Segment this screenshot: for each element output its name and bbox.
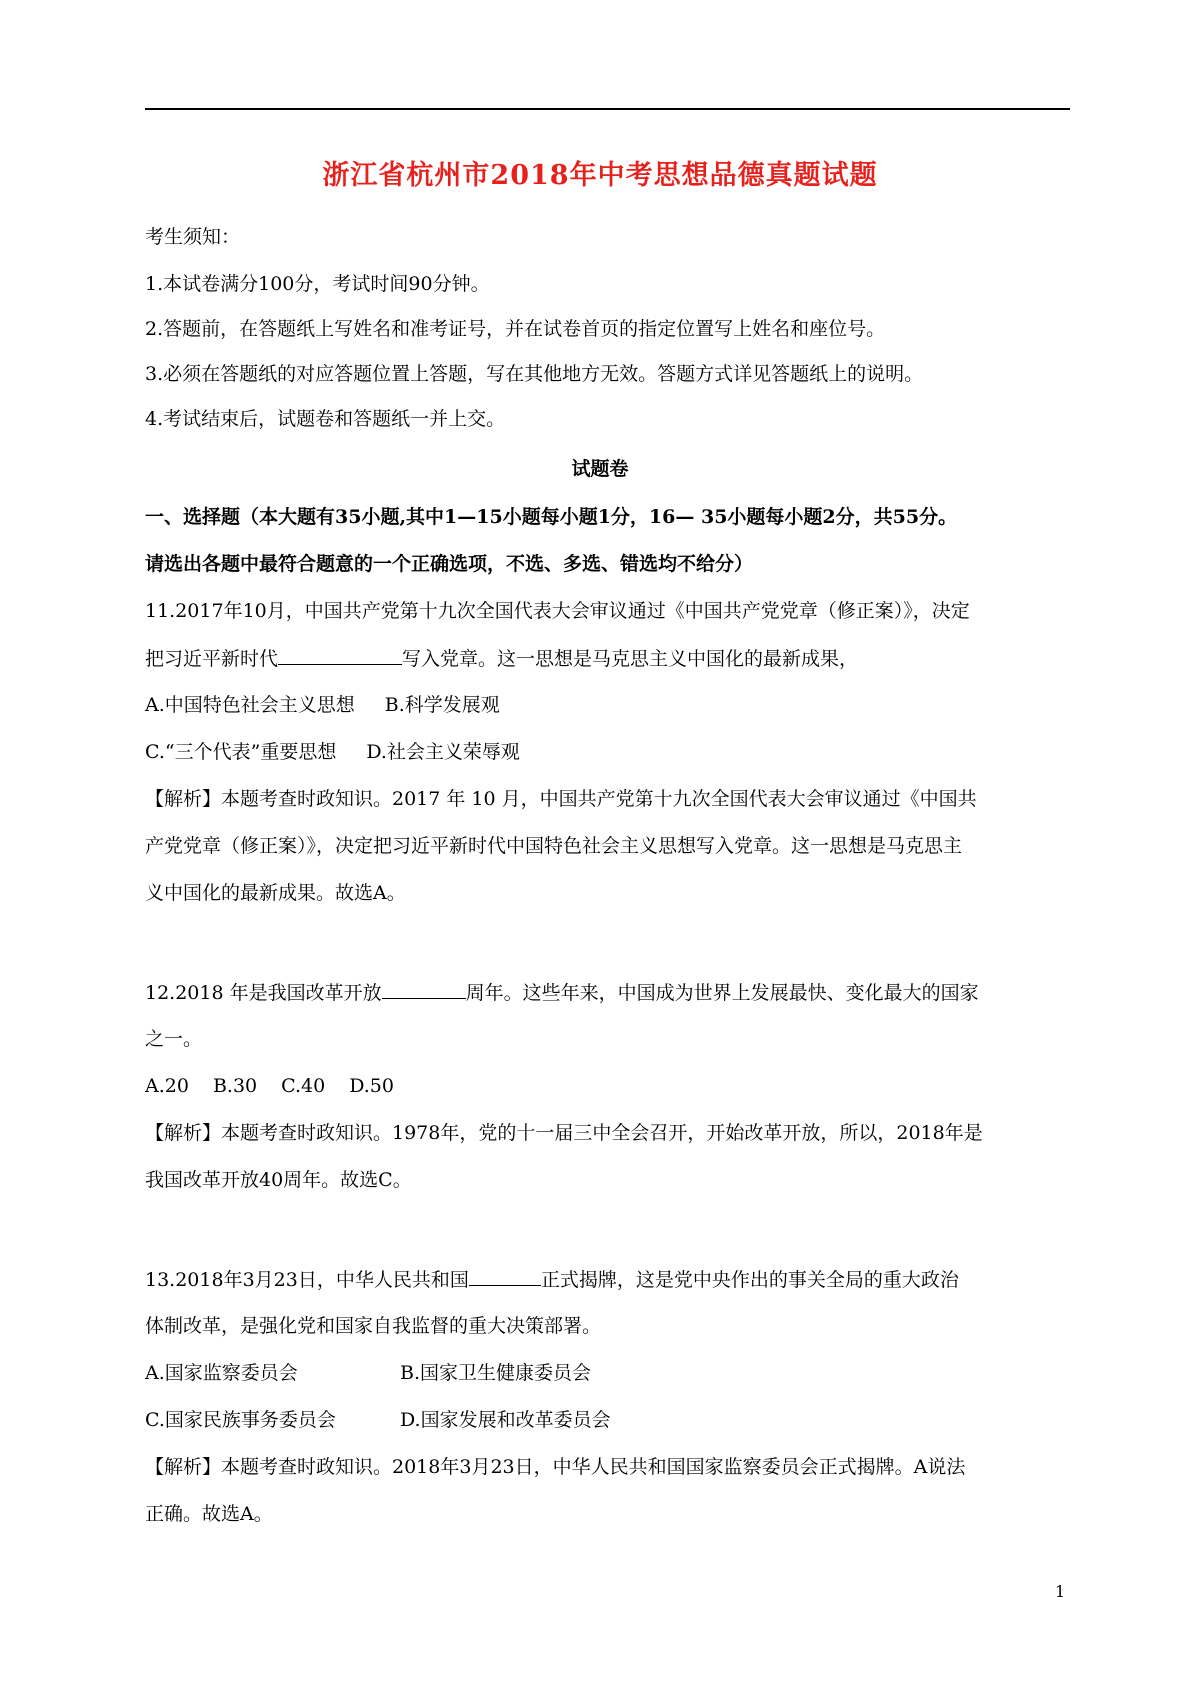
q11-stem-line-1: 11.2017年10月，中国共产党第十九次全国代表大会审议通过《中国共产党党章（修正案）》，决定	[145, 600, 970, 622]
q12-answer-blank	[382, 978, 466, 999]
q11-stem-line-2	[145, 644, 1070, 673]
q11-options-row-1	[145, 691, 1070, 719]
q12-analysis-line-2: 我国改革开放40周年。故选C。	[145, 1169, 412, 1191]
notice-item-2: 2.答题前，在答题纸上写姓名和准考证号，并在试卷首页的指定位置写上姓名和座位号。	[145, 318, 886, 340]
notice-item-1: 1.本试卷满分100分，考试时间90分钟。	[145, 273, 490, 295]
header-rule	[145, 108, 1070, 110]
section-instruction-line-1: 一、选择题（本大题有35小题,其中1—15小题每小题1分，16— 35小题每小题2分，共55分。	[145, 506, 958, 528]
q12-stem-line-1	[145, 978, 1070, 1007]
q13-answer-blank	[469, 1265, 541, 1286]
q13-stem-line-2: 体制改革，是强化党和国家自我监督的重大决策部署。	[145, 1315, 602, 1337]
q13-stem-pre: 13.2018年3月23日，中华人民共和国	[145, 1269, 469, 1291]
q11-answer-blank	[278, 644, 402, 665]
q12-option-c: C.40	[281, 1075, 326, 1097]
paper-heading: 试题卷	[571, 458, 629, 480]
q11-option-c: C.“三个代表”重要思想	[145, 741, 337, 763]
section-instruction-line-2: 请选出各题中最符合题意的一个正确选项，不选、多选、错选均不给分）	[145, 553, 754, 575]
q12-options-row	[145, 1072, 1070, 1100]
q11-option-d: D.社会主义荣辱观	[366, 741, 520, 763]
q11-analysis-line-2: 产党党章（修正案）》，决定把习近平新时代中国特色社会主义思想写入党章。这一思想是马克思主	[145, 835, 963, 857]
page-title: 浙江省杭州市2018年中考思想品德真题试题	[322, 160, 878, 191]
q13-options-row-1	[145, 1359, 1070, 1387]
q13-option-a: A.国家监察委员会	[145, 1362, 298, 1384]
q11-analysis-line-3: 义中国化的最新成果。故选A。	[145, 882, 406, 904]
q12-option-d: D.50	[349, 1075, 394, 1097]
notice-heading: 考生须知：	[145, 226, 241, 248]
q11-options-row-2	[145, 738, 1070, 766]
q11-stem-post: 写入党章。这一思想是马克思主义中国化的最新成果，	[402, 648, 859, 670]
notice-item-4: 4.考试结束后，试题卷和答题纸一并上交。	[145, 408, 506, 430]
q11-option-a: A.中国特色社会主义思想	[145, 694, 355, 716]
q11-stem-pre: 把习近平新时代	[145, 648, 279, 670]
q13-option-b: B.国家卫生健康委员会	[400, 1362, 592, 1384]
q12-stem-post: 周年。这些年来，中国成为世界上发展最快、变化最大的国家	[465, 982, 979, 1004]
q13-stem-post: 正式揭牌，这是党中央作出的事关全局的重大政治	[540, 1269, 959, 1291]
q13-option-d: D.国家发展和改革委员会	[400, 1409, 611, 1431]
q12-stem-line-2: 之一。	[145, 1028, 203, 1050]
q12-option-b: B.30	[212, 1075, 258, 1097]
q11-analysis-line-1: 【解析】本题考查时政知识。2017 年 10 月，中国共产党第十九次全国代表大会审议通过《中国共	[145, 788, 977, 810]
notice-item-3: 3.必须在答题纸的对应答题位置上答题，写在其他地方无效。答题方式详见答题纸上的说明。	[145, 363, 924, 385]
q12-analysis-line-1: 【解析】本题考查时政知识。1978年，党的十一届三中全会召开，开始改革开放，所以，2018年是	[145, 1122, 983, 1144]
q11-option-b: B.科学发展观	[384, 694, 500, 716]
q12-stem-pre: 12.2018 年是我国改革开放	[145, 982, 382, 1004]
q13-options-row-2	[145, 1406, 1070, 1434]
q13-analysis-line-1: 【解析】本题考查时政知识。2018年3月23日，中华人民共和国国家监察委员会正式揭牌。A说法	[145, 1456, 966, 1478]
q12-option-a: A.20	[145, 1075, 189, 1097]
page-number: 1	[1055, 1582, 1066, 1601]
q13-stem-line-1	[145, 1265, 1070, 1294]
q13-analysis-line-2: 正确。故选A。	[145, 1503, 273, 1525]
q13-option-c: C.国家民族事务委员会	[145, 1409, 336, 1431]
